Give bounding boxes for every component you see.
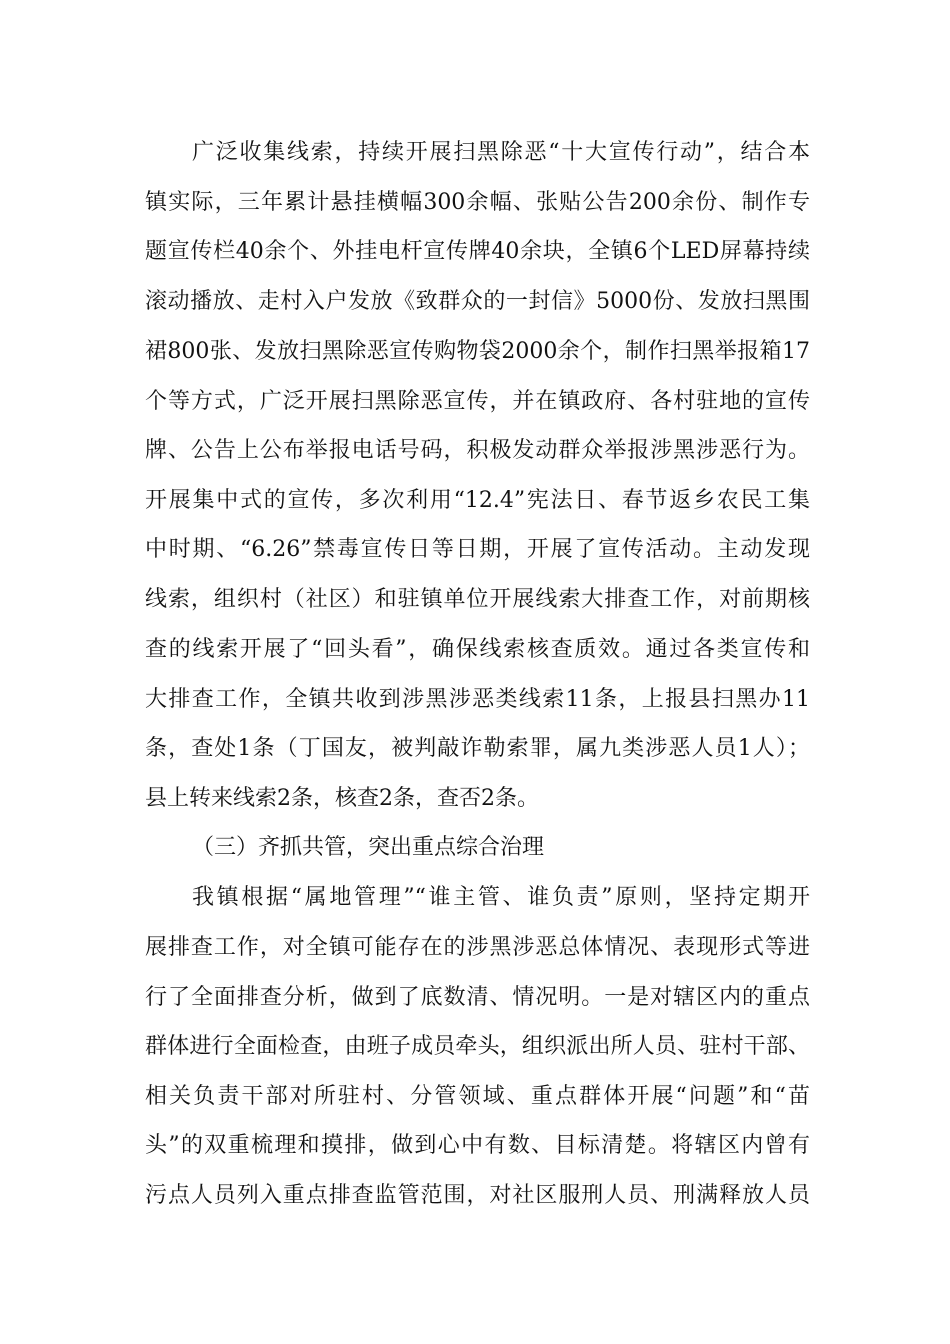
paragraph-line: 群体进行全面检查，由班子成员牵头，组织派出所人员、驻村干部、 bbox=[145, 1034, 810, 1059]
paragraph-line: 条，查处1条（丁国友，被判敲诈勒索罪，属九类涉恶人员1人）； bbox=[145, 736, 810, 761]
paragraph-line: 个等方式，广泛开展扫黑除恶宣传，并在镇政府、各村驻地的宣传 bbox=[145, 389, 810, 414]
paragraph-line: 镇实际，三年累计悬挂横幅300余幅、张贴公告200余份、制作专 bbox=[145, 190, 810, 215]
paragraph-line: 滚动播放、走村入户发放《致群众的一封信》5000份、发放扫黑围 bbox=[145, 289, 810, 314]
section-heading: （三）齐抓共管，突出重点综合治理 bbox=[192, 835, 545, 860]
paragraph-line: 线索，组织村（社区）和驻镇单位开展线索大排查工作，对前期核 bbox=[145, 587, 810, 612]
paragraph-line: 裙800张、发放扫黑除恶宣传购物袋2000余个，制作扫黑举报箱17 bbox=[145, 339, 810, 364]
paragraph-line: 展排查工作，对全镇可能存在的涉黑涉恶总体情况、表现形式等进 bbox=[145, 935, 810, 960]
paragraph-line: 查的线索开展了“回头看”，确保线索核查质效。通过各类宣传和 bbox=[145, 637, 810, 662]
paragraph-line: 开展集中式的宣传，多次利用“12.4”宪法日、春节返乡农民工集 bbox=[145, 488, 810, 513]
paragraph-line: 行了全面排查分析，做到了底数清、情况明。一是对辖区内的重点 bbox=[145, 985, 810, 1010]
paragraph-line: 相关负责干部对所驻村、分管领域、重点群体开展“问题”和“苗 bbox=[145, 1084, 810, 1109]
paragraph-line: 牌、公告上公布举报电话号码，积极发动群众举报涉黑涉恶行为。 bbox=[145, 438, 810, 463]
paragraph-line: 头”的双重梳理和摸排，做到心中有数、目标清楚。将辖区内曾有 bbox=[145, 1133, 810, 1158]
paragraph-line: 题宣传栏40余个、外挂电杆宣传牌40余块，全镇6个LED屏幕持续 bbox=[145, 239, 810, 264]
paragraph-line: 污点人员列入重点排查监管范围，对社区服刑人员、刑满释放人员 bbox=[145, 1183, 810, 1208]
paragraph-line: 广泛收集线索，持续开展扫黑除恶“十大宣传行动”，结合本 bbox=[192, 140, 810, 165]
paragraph-line: 中时期、“6.26”禁毒宣传日等日期，开展了宣传活动。主动发现 bbox=[145, 537, 810, 562]
paragraph-line: 县上转来线索2条，核查2条，查否2条。 bbox=[145, 786, 539, 811]
paragraph-line: 我镇根据“属地管理”“谁主管、谁负责”原则，坚持定期开 bbox=[192, 885, 810, 910]
paragraph-line: 大排查工作，全镇共收到涉黑涉恶类线索11条，上报县扫黑办11 bbox=[145, 687, 810, 712]
